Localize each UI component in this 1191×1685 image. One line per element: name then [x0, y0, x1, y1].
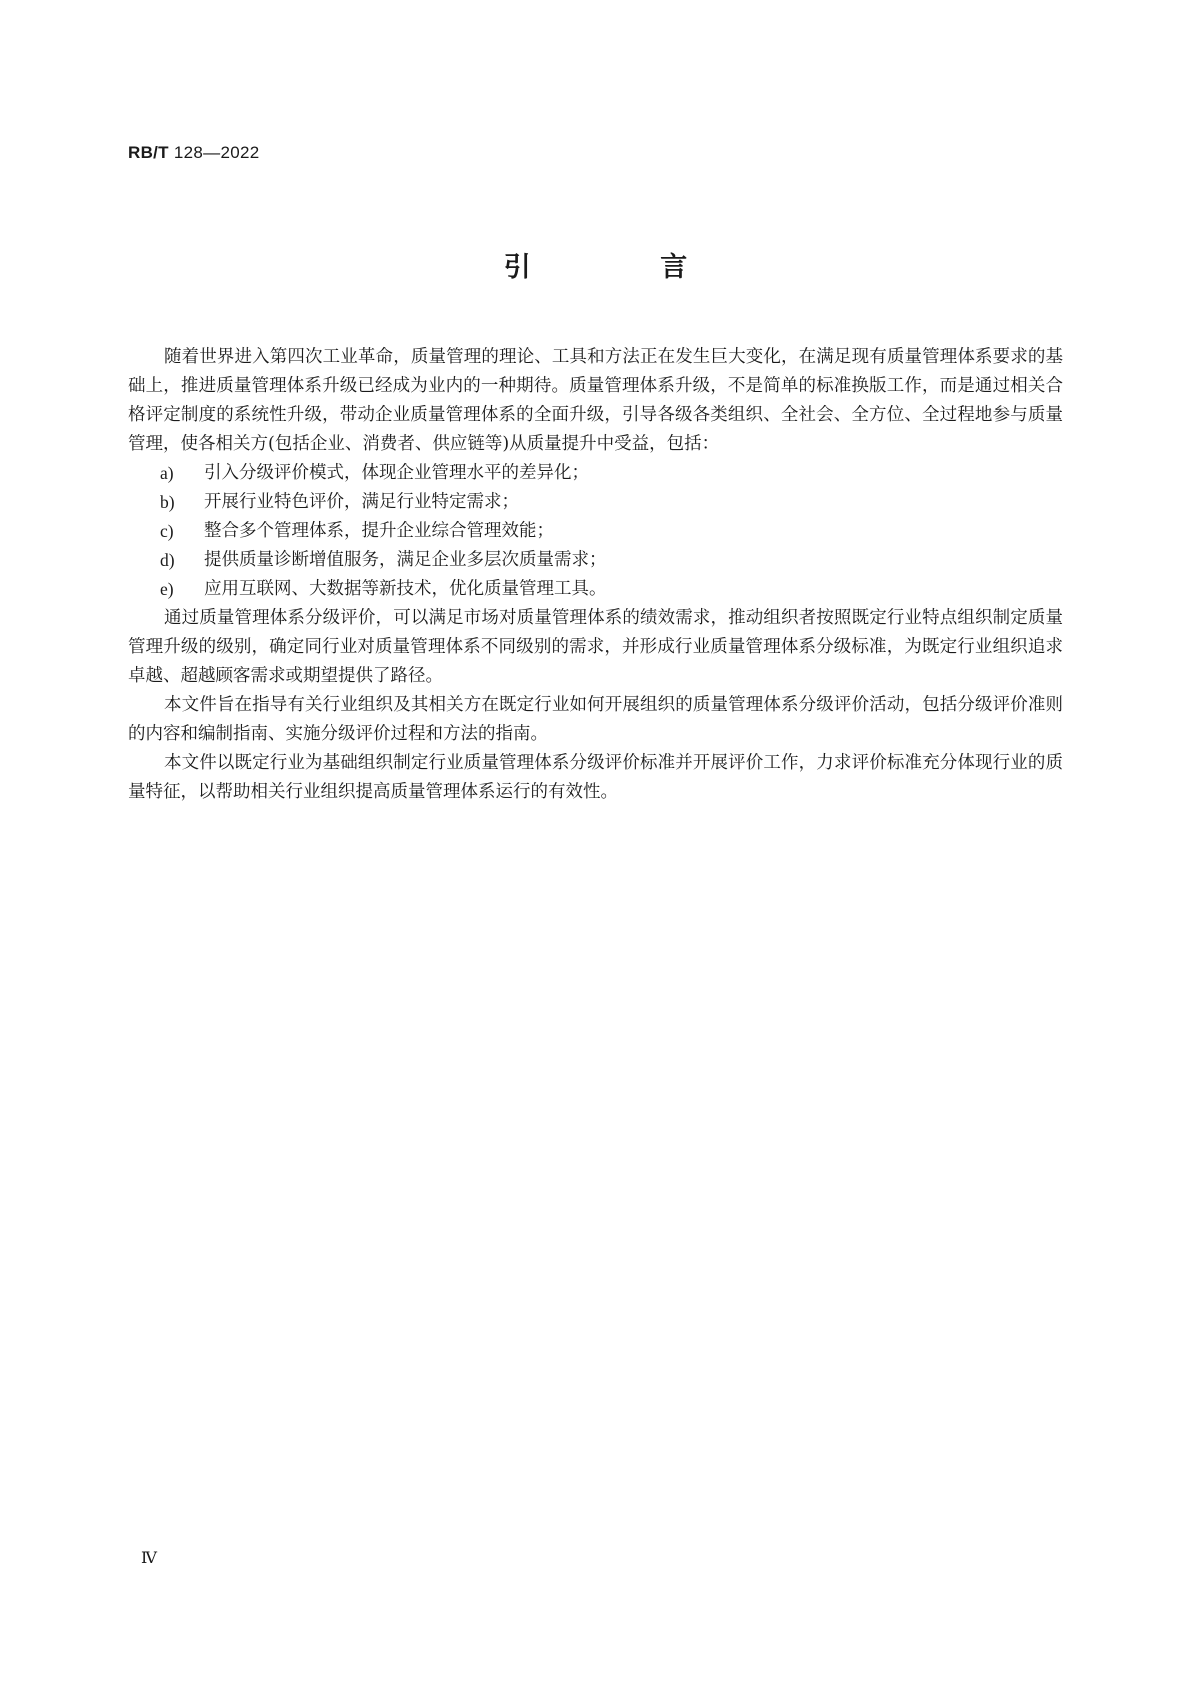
paragraph-4: 本文件以既定行业为基础组织制定行业质量管理体系分级评价标准并开展评价工作，力求评价标准充分体现行业的质量特征，以帮助相关行业组织提高质量管理体系运行的有效性。 [128, 753, 1063, 802]
document-code [128, 143, 260, 163]
list-item-marker: b) [160, 492, 175, 512]
page-title: 引 言 [503, 252, 748, 283]
paragraph-3: 本文件旨在指导有关行业组织及其相关方在既定行业如何开展组织的质量管理体系分级评价活动，包括分级评价准则的内容和编制指南、实施分级评价过程和方法的指南。 [128, 695, 1063, 744]
list-item-text: 应用互联网、大数据等新技术，优化质量管理工具。 [204, 579, 607, 599]
list-item [128, 517, 1063, 546]
introduction-body [128, 343, 1063, 807]
page-number: Ⅳ [141, 1550, 157, 1567]
paragraph-1: 随着世界进入第四次工业革命，质量管理的理论、工具和方法正在发生巨大变化，在满足现有质量管理体系要求的基础上，推进质量管理体系升级已经成为业内的一种期待。质量管理体系升级，不是简单的标准换版工作，而是通过相关合格评定制度的系统性升级，带动企业质量管理体系的全面升级，引导各级各类组织、全社会、全方位、全过程地参与质量管理，使各相关方(包括企业、消费者、供应链等)从质量提升中受益，包括： [128, 347, 1063, 454]
paragraph-2: 通过质量管理体系分级评价，可以满足市场对质量管理体系的绩效需求，推动组织者按照既定行业特点组织制定质量管理升级的级别，确定同行业对质量管理体系不同级别的需求，并形成行业质量管理体系分级标准，为既定行业组织追求卓越、超越顾客需求或期望提供了路径。 [128, 608, 1063, 686]
list-item-text: 提供质量诊断增值服务，满足企业多层次质量需求； [204, 550, 607, 570]
list-item [128, 488, 1063, 517]
list-item [128, 575, 1063, 604]
list-item-marker: a) [160, 463, 174, 483]
document-code-prefix: RB/T [128, 143, 169, 162]
list-item-text: 引入分级评价模式，体现企业管理水平的差异化； [204, 463, 589, 483]
list-item-marker: e) [160, 579, 174, 599]
document-code-number: 128—2022 [173, 143, 260, 162]
list-item-marker: d) [160, 550, 175, 570]
benefit-list [128, 459, 1063, 604]
list-item-marker: c) [160, 521, 174, 541]
list-item [128, 459, 1063, 488]
list-item-text: 开展行业特色评价，满足行业特定需求； [204, 492, 519, 512]
list-item-text: 整合多个管理体系，提升企业综合管理效能； [204, 521, 554, 541]
list-item [128, 546, 1063, 575]
